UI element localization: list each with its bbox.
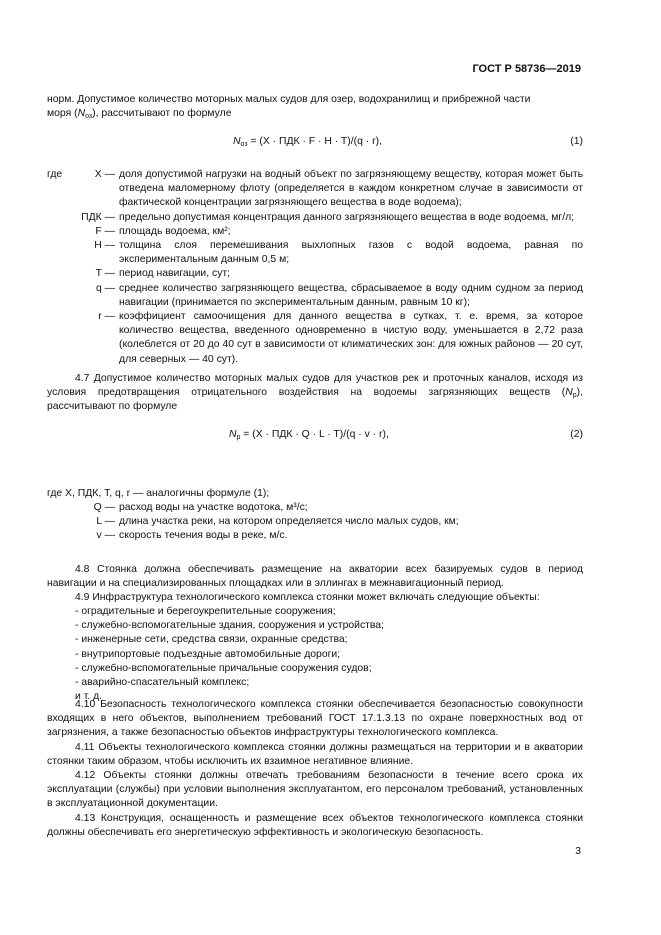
list-item: - служебно-вспомогательные причальные сооружения судов; [75,662,372,674]
definition-term: q — [95,282,115,294]
intro-sub: оз [85,113,93,121]
formula-2 [47,428,583,443]
intro-var: N [77,108,86,120]
definition-text: площадь водоема, км²; [119,225,231,237]
definition-text: расход воды на участке водотока, м³/с; [119,502,308,513]
list-item: и т. д. [75,691,103,703]
formula-1-number: (1) [570,136,583,147]
definition-item [47,282,583,310]
definition-item [47,225,583,239]
list-item: - служебно-вспомогательные здания, сооружения и устройства; [75,620,384,632]
infrastructure-list [47,605,583,704]
definitions-2-head: где X, ПДК, T, q, r — аналогичны формуле (1); [47,488,270,499]
definition-text: коэффициент самоочищения для данного вещества в сутках, т. е. время, за которое количество вещества, введенного одновременно в чистую воду, уменьшается в 2,72 раза (колеблется от 20 до 40 сут в зависимости от климатических зон: для южных районов — 20 сут, для северных — 40 сут). [119,311,583,365]
definition-term: F — [95,225,115,237]
paragraph-4-8: 4.8 Стоянка должна обеспечивать размещение на акватории всех базируемых судов в период навигации и на специализированных площадках или в эллингах в межнавигационный период. [47,564,583,590]
definition-item [47,267,583,281]
intro-paragraph [47,93,583,121]
definition-text: период навигации, сут; [119,268,231,280]
definition-item [47,211,583,225]
list-item: - аварийно-спасательный комплекс; [75,677,250,689]
definition-item [47,501,583,515]
definition-text: предельно допустимая концентрация данного загрязняющего вещества в воде водоема, мг/л; [119,211,575,223]
formula-2-expression: $N_р = (X$ · ПДК · Q · L · T)/(q · v · r), [229,429,389,441]
document-header: ГОСТ Р 58736—2019 [472,63,581,75]
intro-line1: норм. Допустимое количество моторных малых судов для озер, водохранилищ и прибрежной части [47,94,531,105]
definition-text: доля допустимой нагрузки на водный объект по загрязняющему веществу, которая может быть отведена маломерному флоту (определяется в каждом конкретном случае в зависимости от фактической концентрации загрязняющего вещества в воде водоема); [119,169,583,209]
definition-item [47,529,583,543]
formula-2-number: (2) [570,429,583,440]
definitions-1 [47,168,583,367]
paragraph-4-11: 4.11 Объекты технологического комплекса стоянки должны размещаться на территории и в акватории стоянки таким образом, чтобы исключить их взаимное негативное влияние. [47,742,583,768]
definition-item [47,168,583,211]
intro-line2-post: ), рассчитывают по формуле [92,108,232,120]
definition-term: X — [94,169,115,180]
definition-text: толщина слоя перемешивания выхлопных газов с водой водоема, равная по экспериментальным данным 0,5 м; [119,240,583,266]
definition-term: L — [96,516,115,528]
definition-text: скорость течения воды в реке, м/с. [119,530,288,542]
paragraph-4-13: 4.13 Конструкция, оснащенность и размещение всех объектов технологического комплекса стоянки должны обеспечивать его энергетическую эффективность и экологическую безопасность. [47,813,583,839]
definition-text: среднее количество загрязняющего вещества, сбрасываемое в воду одним судном за период навигации (принимается по экспериментальным данным, равным 10 кг); [119,282,583,308]
definition-term: v — [96,530,115,542]
definition-term: Q — [93,502,115,513]
page-number: 3 [575,846,581,857]
list-item: - оградительные и берегоукрепительные сооружения; [75,606,336,617]
definition-text: длина участка реки, на котором определяется число малых судов, км; [119,516,459,528]
paragraph-4-12: 4.12 Объекты стоянки должны отвечать требованиям безопасности в течение всего срока их эксплуатации (службы) при условии выполнения эксплуатантом, его персоналом требований, установленных в эксплуатационной документации. [47,770,583,810]
definitions-2 [47,501,583,544]
list-item: - инженерные сети, средства связи, охранные средства; [75,634,348,646]
definition-item [47,310,583,367]
definition-item [47,239,583,267]
p47-var: N [565,387,573,399]
where-label: где [47,169,63,180]
paragraph-4-7: 4.7 Допустимое количество моторных малых судов для участков рек и проточных каналов, исходя из условия предотвращения отрицательного воздействия на водоемы загрязняющих веществ $(N_р)$, рассчитывают по формуле [47,373,583,413]
formula-1 [47,135,583,150]
paragraph-4-9: 4.9 Инфраструктура технологического комплекса стоянки может включать следующие объекты: [75,592,540,603]
definition-item [47,515,583,529]
definition-term: ПДК — [81,211,115,223]
definition-term: H — [94,240,115,252]
intro-line2-pre: моря ( [47,108,78,120]
paragraph-4-10: 4.10 Безопасность технологического комплекса стоянки обеспечивается безопасностью совокупности входящих в него объектов, выполнением требований ГОСТ 17.1.3.13 по охране поверхностных вод от загрязнения, а также безопасностью объектов инфраструктуры технологического комплекса. [47,699,583,739]
definition-term: T — [95,268,115,280]
list-item: - внутрипортовые подъездные автомобильные дороги; [75,648,341,660]
definition-term: r — [98,311,115,323]
formula-1-expression: $N_{оз} = (X$ · ПДК · F · H · T)/(q · r), [233,136,382,148]
